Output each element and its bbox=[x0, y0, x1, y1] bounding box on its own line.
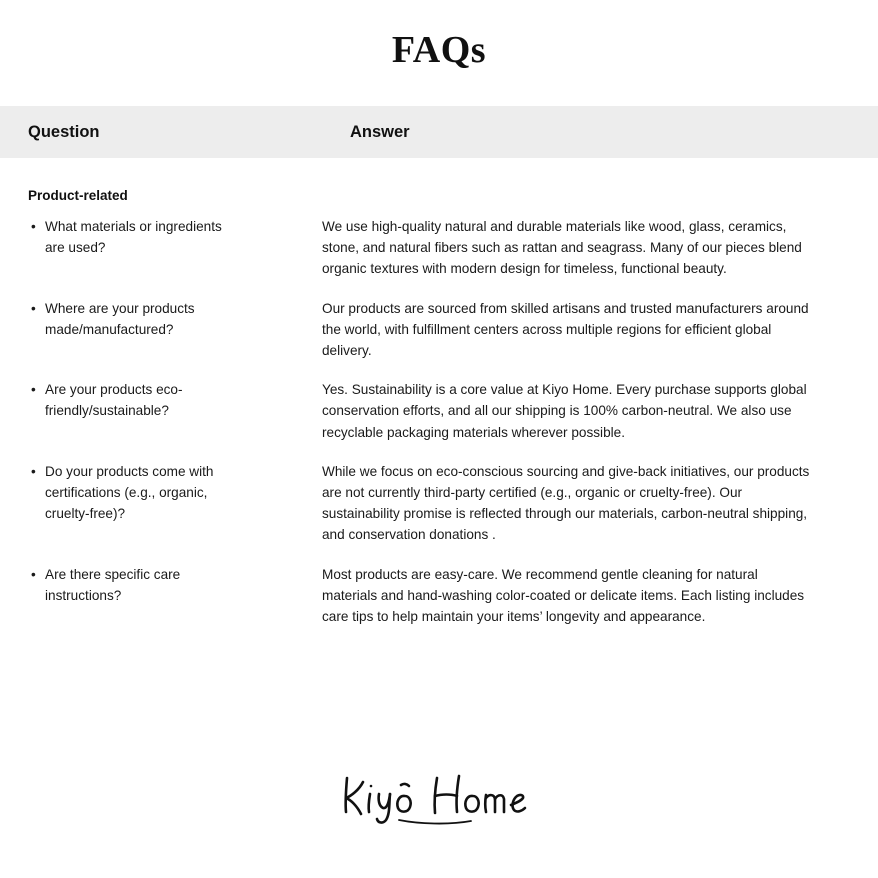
faq-question bbox=[0, 216, 322, 258]
bullet-icon: • bbox=[31, 382, 36, 398]
faq-answer: We use high-quality natural and durable materials like wood, glass, ceramics, stone, and natural fibers such as rattan and seagrass. Many of our pieces blend organic textures with modern design for timeless, functional beauty. bbox=[322, 219, 802, 277]
faq-question bbox=[0, 461, 322, 524]
faq-question-text: Do your products come with certifications (e.g., organic, cruelty-free)? bbox=[45, 463, 214, 521]
bullet-icon: • bbox=[31, 219, 36, 234]
bullet-icon: • bbox=[31, 566, 36, 582]
column-header-answer: Answer bbox=[350, 122, 410, 141]
column-header-question: Question bbox=[28, 122, 100, 141]
faq-question bbox=[0, 564, 322, 606]
faq-question bbox=[0, 298, 322, 340]
faq-answer: Yes. Sustainability is a core value at Kiyo Home. Every purchase supports global conservation efforts, and all our shipping is 100% carbon-neutral. We also use recyclable packaging materials wherever possible. bbox=[322, 382, 807, 440]
faq-answer: While we focus on eco-conscious sourcing and give-back initiatives, our products are not currently third-party certified (e.g., organic or cruelty-free). Our sustainability promise is reflected through our materials, carbon-neutral shipping, and conservation donations . bbox=[322, 463, 810, 543]
faq-content bbox=[0, 158, 878, 627]
section-label-product-related: Product-related bbox=[28, 188, 128, 203]
faq-question bbox=[0, 379, 322, 421]
faq-question-text: Where are your products made/manufactured? bbox=[45, 300, 195, 337]
table-row bbox=[0, 461, 878, 546]
bullet-icon: • bbox=[31, 300, 36, 316]
table-row bbox=[0, 298, 878, 362]
faq-question-text: What materials or ingredients are used? bbox=[45, 219, 222, 255]
title-area bbox=[0, 0, 878, 106]
table-row bbox=[0, 216, 878, 280]
table-header bbox=[0, 106, 878, 158]
faq-question-text: Are your products eco-friendly/sustainable? bbox=[45, 382, 183, 419]
faq-answer: Our products are sourced from skilled artisans and trusted manufacturers around the world, with fulfillment centers across multiple regions for efficient global delivery. bbox=[322, 300, 809, 359]
table-row bbox=[0, 379, 878, 443]
kiyo-home-logo bbox=[339, 762, 539, 832]
faq-question-text: Are there specific care instructions? bbox=[45, 566, 181, 603]
page-title: FAQs bbox=[391, 29, 487, 71]
table-row bbox=[0, 564, 878, 628]
bullet-icon: • bbox=[31, 463, 36, 479]
faq-answer: Most products are easy-care. We recommend gentle cleaning for natural materials and hand-washing color-coated or delicate items. Each listing includes care tips to help maintain your items’ longevity and appearance. bbox=[322, 566, 805, 625]
footer bbox=[0, 762, 878, 832]
